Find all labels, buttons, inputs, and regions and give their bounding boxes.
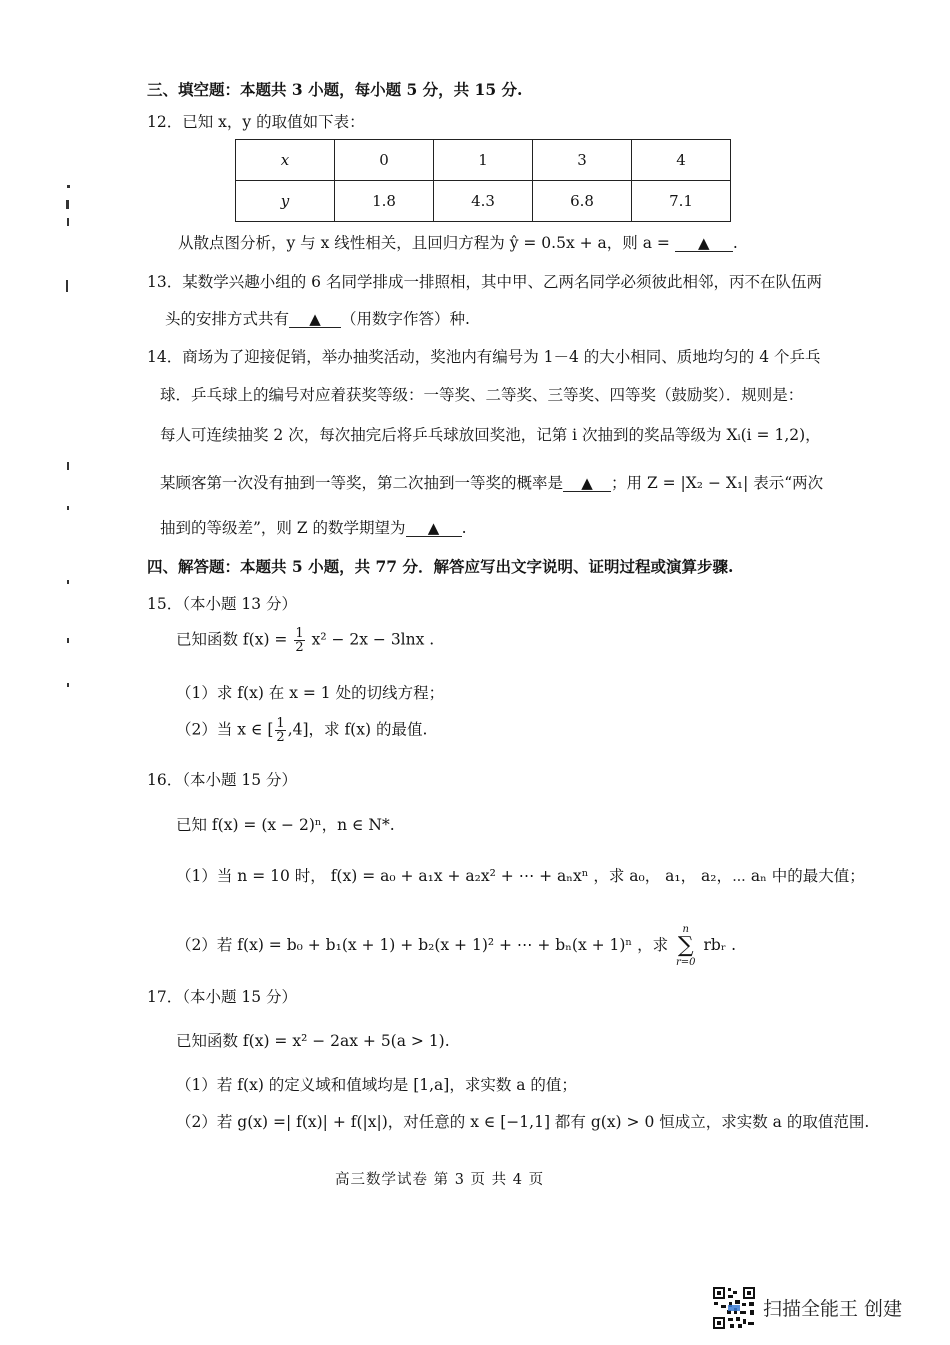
q17-part1: （1）若 f(x) 的定义域和值域均是 [1,a]，求实数 a 的值；: [176, 1076, 577, 1094]
table-cell: 3: [533, 140, 632, 181]
answer-blank: [563, 473, 611, 492]
q17-stem: 已知函数 f(x) = x² − 2ax + 5(a > 1).: [176, 1032, 450, 1050]
fraction-numerator: 1: [295, 626, 304, 641]
table-cell: 6.8: [533, 181, 632, 222]
q14-line1: 14．商场为了迎接促销，举办抽奖活动，奖池内有编号为 1－4 的大小相同、质地均匀的 4 个乒乓: [147, 348, 821, 366]
q14-text: 某顾客第一次没有抽到一等奖，第二次抽到一等奖的概率是: [160, 474, 564, 492]
q14-line5: [160, 518, 467, 538]
q14-line4: [160, 473, 823, 493]
sigma-symbol: ∑: [677, 933, 694, 958]
q14-end: .: [461, 519, 467, 537]
scan-artifact: [66, 280, 68, 292]
section-4-title: 四、解答题：本题共 5 小题，共 77 分．解答应写出文字说明、证明过程或演算步骤.: [147, 557, 734, 576]
q12-regression-line: [178, 233, 738, 253]
triangle-icon: ▲: [309, 310, 321, 328]
q12-text: 从散点图分析，y 与 x 线性相关，且回归方程为 ŷ = 0.5x + a，则 a =: [178, 234, 670, 252]
table-cell: x: [236, 140, 335, 181]
q15-part2-text: （2）当 x ∈ [: [176, 720, 274, 739]
q14-line3: 每人可连续抽奖 2 次，每次抽完后将乒乓球放回奖池，记第 i 次抽到的奖品等级为 Xᵢ(i = 1,2)，: [160, 426, 821, 444]
table-cell: 4.3: [434, 181, 533, 222]
answer-blank: [406, 518, 462, 537]
triangle-icon: ▲: [698, 234, 710, 252]
fraction-denominator: 2: [276, 730, 285, 745]
table-cell: y: [236, 181, 335, 222]
q15-header: 15．（本小题 13 分）: [147, 595, 298, 613]
answer-blank: [675, 233, 733, 252]
sum-lower-limit: r=0: [676, 957, 696, 968]
triangle-icon: ▲: [581, 474, 593, 492]
scan-artifact: [66, 200, 69, 209]
q14-line2: 球．乒乓球上的编号对应着获奖等级：一等奖、二等奖、三等奖、四等奖（鼓励奖）．规则是：: [160, 386, 804, 404]
q15-stem: [176, 627, 434, 654]
q12-end: .: [732, 234, 738, 252]
page-footer: 高三数学试卷 第 3 页 共 4 页: [335, 1172, 545, 1188]
q14-text: 抽到的等级差”，则 Z 的数学期望为: [160, 519, 406, 537]
q16-part2-text: （2）若 f(x) = b₀ + b₁(x + 1) + b₂(x + 1)² + ⋯ + bₙ(x + 1)ⁿ ，求: [176, 936, 669, 954]
table-cell: 0: [335, 140, 434, 181]
q16-part2: [176, 924, 736, 968]
scan-artifact: [67, 580, 69, 584]
q16-stem: 已知 f(x) = (x − 2)ⁿ，n ∈ N*.: [176, 816, 395, 834]
table-row-y: [236, 181, 731, 222]
fraction-one-half: [275, 717, 285, 744]
scan-artifact: [67, 185, 70, 188]
q13-text: 头的安排方式共有: [165, 310, 290, 328]
q16-header: 16．（本小题 15 分）: [147, 771, 298, 789]
xy-table: [235, 139, 731, 222]
q13-line1: 13．某数学兴趣小组的 6 名同学排成一排照相，其中甲、乙两名同学必须彼此相邻，丙不在队伍两: [147, 273, 822, 291]
q15-stem-expr: x² − 2x − 3lnx .: [311, 630, 435, 649]
scan-artifact: [67, 462, 69, 470]
summation: [676, 924, 696, 968]
q16-part2-text-after: rbᵣ .: [703, 936, 737, 954]
table-cell: 1.8: [335, 181, 434, 222]
section-3-title: 三、填空题：本题共 3 小题，每小题 5 分，共 15 分.: [147, 80, 523, 99]
q13-line2: [165, 309, 470, 329]
scan-artifact: [67, 683, 69, 687]
q13-text-after: （用数字作答）种.: [341, 310, 470, 328]
scan-artifact: [67, 506, 69, 510]
q15-part2: [176, 717, 427, 744]
q12-intro: 12．已知 x，y 的取值如下表：: [147, 113, 365, 131]
q17-header: 17．（本小题 15 分）: [147, 988, 298, 1006]
fraction-denominator: 2: [295, 640, 304, 655]
fraction-one-half: [294, 627, 304, 654]
watermark-text: 扫描全能王 创建: [763, 1298, 903, 1320]
q17-part2: （2）若 g(x) =| f(x)| + f(|x|)，对任意的 x ∈ [−1,1] 都有 g(x) > 0 恒成立，求实数 a 的取值范围.: [176, 1113, 870, 1131]
triangle-icon: ▲: [427, 519, 440, 537]
table-cell: 4: [632, 140, 731, 181]
q16-part1: （1）当 n = 10 时， f(x) = a₀ + a₁x + a₂x² + ⋯ + aₙxⁿ ，求 a₀， a₁， a₂，⋯ aₙ 中的最大值；: [176, 867, 865, 885]
q15-part1: （1）求 f(x) 在 x = 1 处的切线方程；: [176, 684, 445, 702]
qr-code-icon: [712, 1286, 756, 1330]
sum-upper-limit: n: [682, 924, 689, 935]
table-row-x: [236, 140, 731, 181]
table-cell: 1: [434, 140, 533, 181]
scan-artifact: [67, 218, 69, 226]
answer-blank: [289, 309, 341, 328]
table-cell: 7.1: [632, 181, 731, 222]
q15-stem-text: 已知函数 f(x) =: [176, 630, 288, 649]
fraction-numerator: 1: [276, 716, 285, 731]
q15-part2-text-after: ,4]，求 f(x) 的最值.: [287, 720, 428, 739]
q14-text-after: ；用 Z = |X₂ − X₁| 表示“两次: [611, 474, 824, 492]
scan-artifact: [67, 638, 69, 643]
